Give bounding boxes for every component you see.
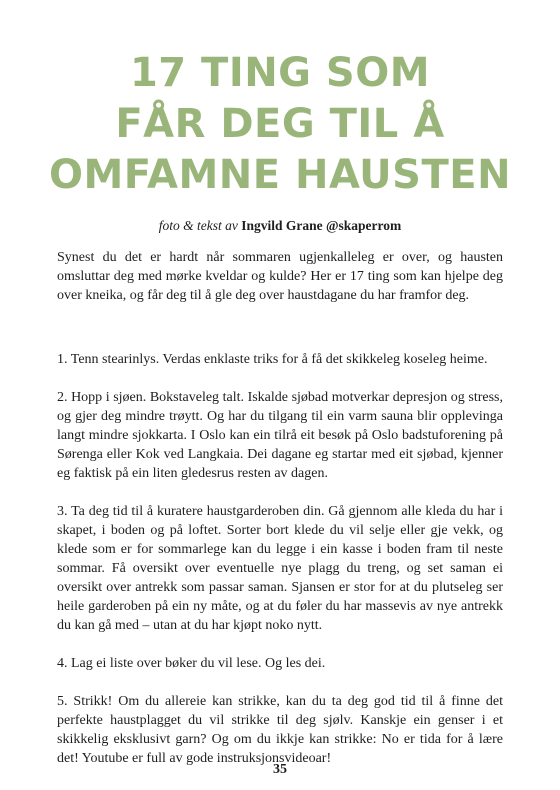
list-item-2: 2. Hopp i sjøen. Bokstaveleg talt. Iskalde sjøbad motverkar depresjon og stress, og gjer deg mindre trøytt. Og har du tilgang til ein varm sauna blir opplevinga langt mindre sjokkarta. I Oslo kan ein tilrå eit besøk på Oslo badstuforening på Sørenga eller Kok ved Langkaia. Dei dagane eg startar med eit sjøbad, kjenner eg faktisk på ein liten gledesrus resten av dagen. xyxy=(57,390,503,481)
byline-author: Ingvild Grane @skaperrom xyxy=(241,218,402,233)
title-line-3: OMFAMNE HAUSTEN xyxy=(48,152,512,198)
article-body xyxy=(57,248,503,787)
list-item-1: 1. Tenn stearinlys. Verdas enklaste triks for å få det skikkeleg koseleg heime. xyxy=(57,352,488,367)
byline-credit: foto & tekst av xyxy=(158,218,242,233)
list-item-4: 4. Lag ei liste over bøker du vil lese. Og les dei. xyxy=(57,656,326,671)
byline xyxy=(0,218,560,234)
page-number: 35 xyxy=(273,762,287,777)
list-item-5: 5. Strikk! Om du allereie kan strikke, kan du ta deg god tid til å finne det perfekte haustplagget du vil strikke til deg sjølv. Kanskje ein genser i et skikkelig eksklusivt garn? Og om du ikkje kan strikke: No er tida for å lære det! Youtube er full av gode instruksjonsvideoar! xyxy=(57,694,503,766)
title-line-2: FÅR DEG TIL Å xyxy=(115,101,445,147)
list-item-3: 3. Ta deg tid til å kuratere haustgarderoben din. Gå gjennom alle kleda du har i skapet, i boden og på loftet. Sorter bort klede du vil selje eller gje vekk, og klede som er for sommarlege kan du legge i ein kasse i boden fram til neste sommar. Få oversikt over eventuelle nye plagg du treng, og set saman ei oversikt over antrekk som passar saman. Sjansen er stor for at du plutseleg ser heile garderoben på ein ny måte, og at du føler du har massevis av nye antrekk du kan gå med – utan at du har kjøpt noko nytt. xyxy=(57,504,503,633)
title-line-1: 17 TING SOM xyxy=(129,50,431,96)
intro-paragraph: Synest du det er hardt når sommaren ugjenkalleleg er over, og hausten omsluttar deg med mørke kveldar og kulde? Her er 17 ting som kan hjelpe deg over kneika, og får deg til å gle deg over haustdagane du har framfor deg. xyxy=(57,250,503,303)
article-title xyxy=(0,48,560,201)
